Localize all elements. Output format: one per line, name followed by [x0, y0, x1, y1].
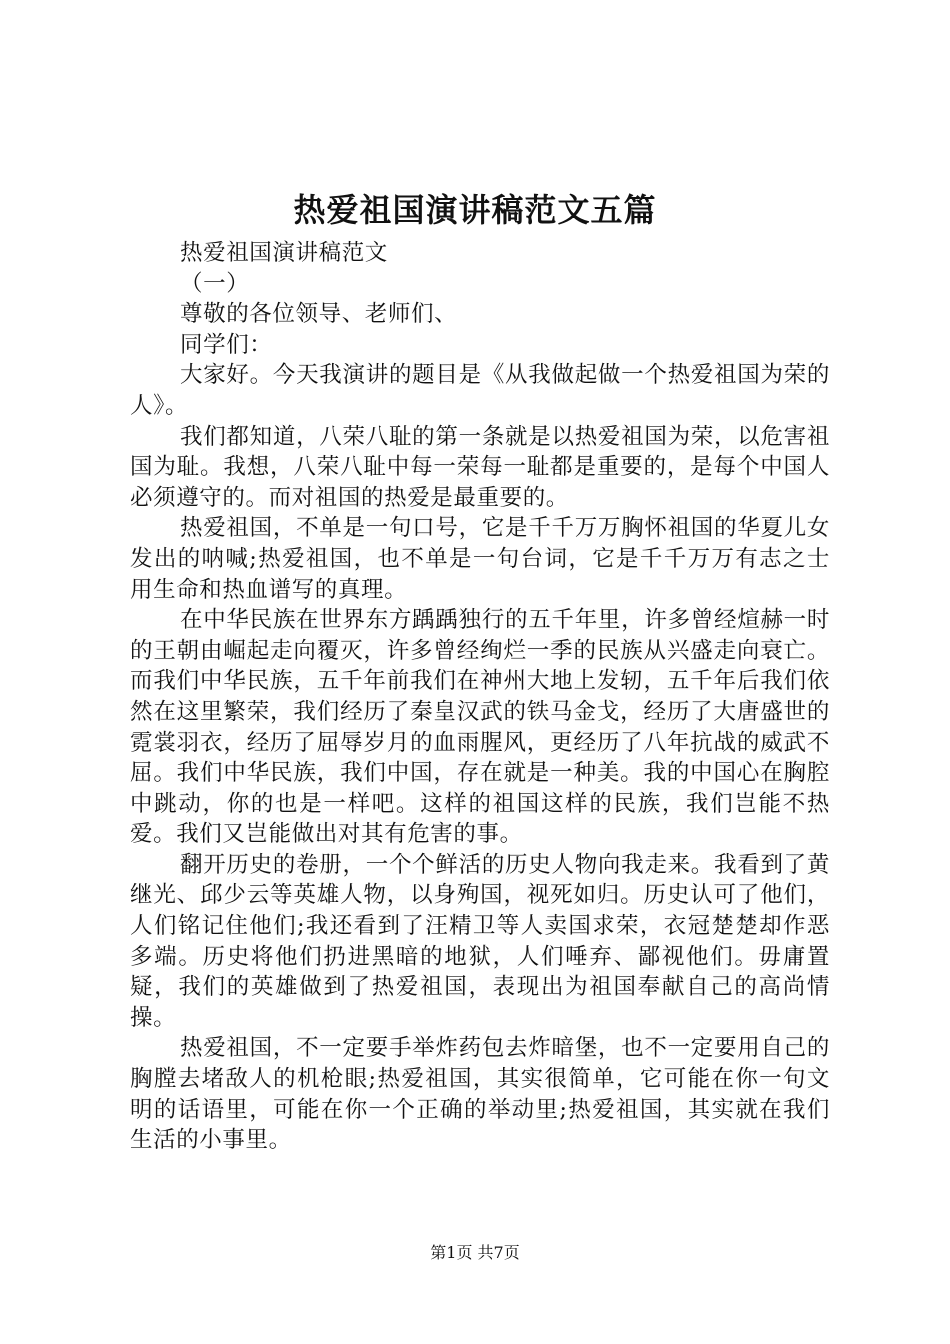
paragraph: 热爱祖国，不单是一句口号，它是千千万万胸怀祖国的华夏儿女发出的呐喊;热爱祖国，也不单是一句台词，它是千千万万有志之士用生命和热血谱写的真理。 [130, 515, 830, 603]
paragraph: 热爱祖国，不一定要手举炸药包去炸暗堡，也不一定要用自己的胸膛去堵敌人的机枪眼;热爱祖国，其实很简单，它可能在你一句文明的话语里，可能在你一个正确的举动里;热爱祖国，其实就在我们生活的小事里。 [130, 1035, 830, 1154]
page-footer: 第1页 共7页 [430, 1243, 520, 1262]
paragraph: （一） [180, 270, 250, 297]
paragraph: 我们都知道，八荣八耻的第一条就是以热爱祖国为荣，以危害祖国为耻。我想，八荣八耻中每一荣每一耻都是重要的，是每个中国人必须遵守的。而对祖国的热爱是最重要的。 [130, 423, 830, 511]
document-title: 热爱祖国演讲稿范文五篇 [293, 191, 657, 229]
paragraph: 翻开历史的卷册，一个个鲜活的历史人物向我走来。我看到了黄继光、邱少云等英雄人物，以身殉国，视死如归。历史认可了他们，人们铭记住他们;我还看到了汪精卫等人卖国求荣，衣冠楚楚却作恶多端。历史将他们扔进黑暗的地狱，人们唾弃、鄙视他们。毋庸置疑，我们的英雄做到了热爱祖国，表现出为祖国奉献自己的高尚情操。 [130, 851, 830, 1031]
paragraph: 热爱祖国演讲稿范文 [180, 240, 388, 266]
paragraph: 大家好。今天我演讲的题目是《从我做起做一个热爱祖国为荣的人》。 [130, 362, 830, 419]
paragraph: 尊敬的各位领导、老师们、 [180, 301, 458, 328]
document-body [130, 238, 830, 1156]
paragraph: 在中华民族在世界东方踽踽独行的五千年里，许多曾经煊赫一时的王朝由崛起走向覆灭，许多曾经绚烂一季的民族从兴盛走向衰亡。而我们中华民族，五千年前我们在神州大地上发轫，五千年后我们依然在这里繁荣，我们经历了秦皇汉武的铁马金戈，经历了大唐盛世的霓裳羽衣，经历了屈辱岁月的血雨腥风，更经历了八年抗战的威武不屈。我们中华民族，我们中国，存在就是一种美。我的中国心在胸腔中跳动，你的也是一样吧。这样的祖国这样的民族，我们岂能不热爱。我们又岂能做出对其有危害的事。 [130, 607, 830, 848]
paragraph: 同学们： [180, 331, 273, 358]
